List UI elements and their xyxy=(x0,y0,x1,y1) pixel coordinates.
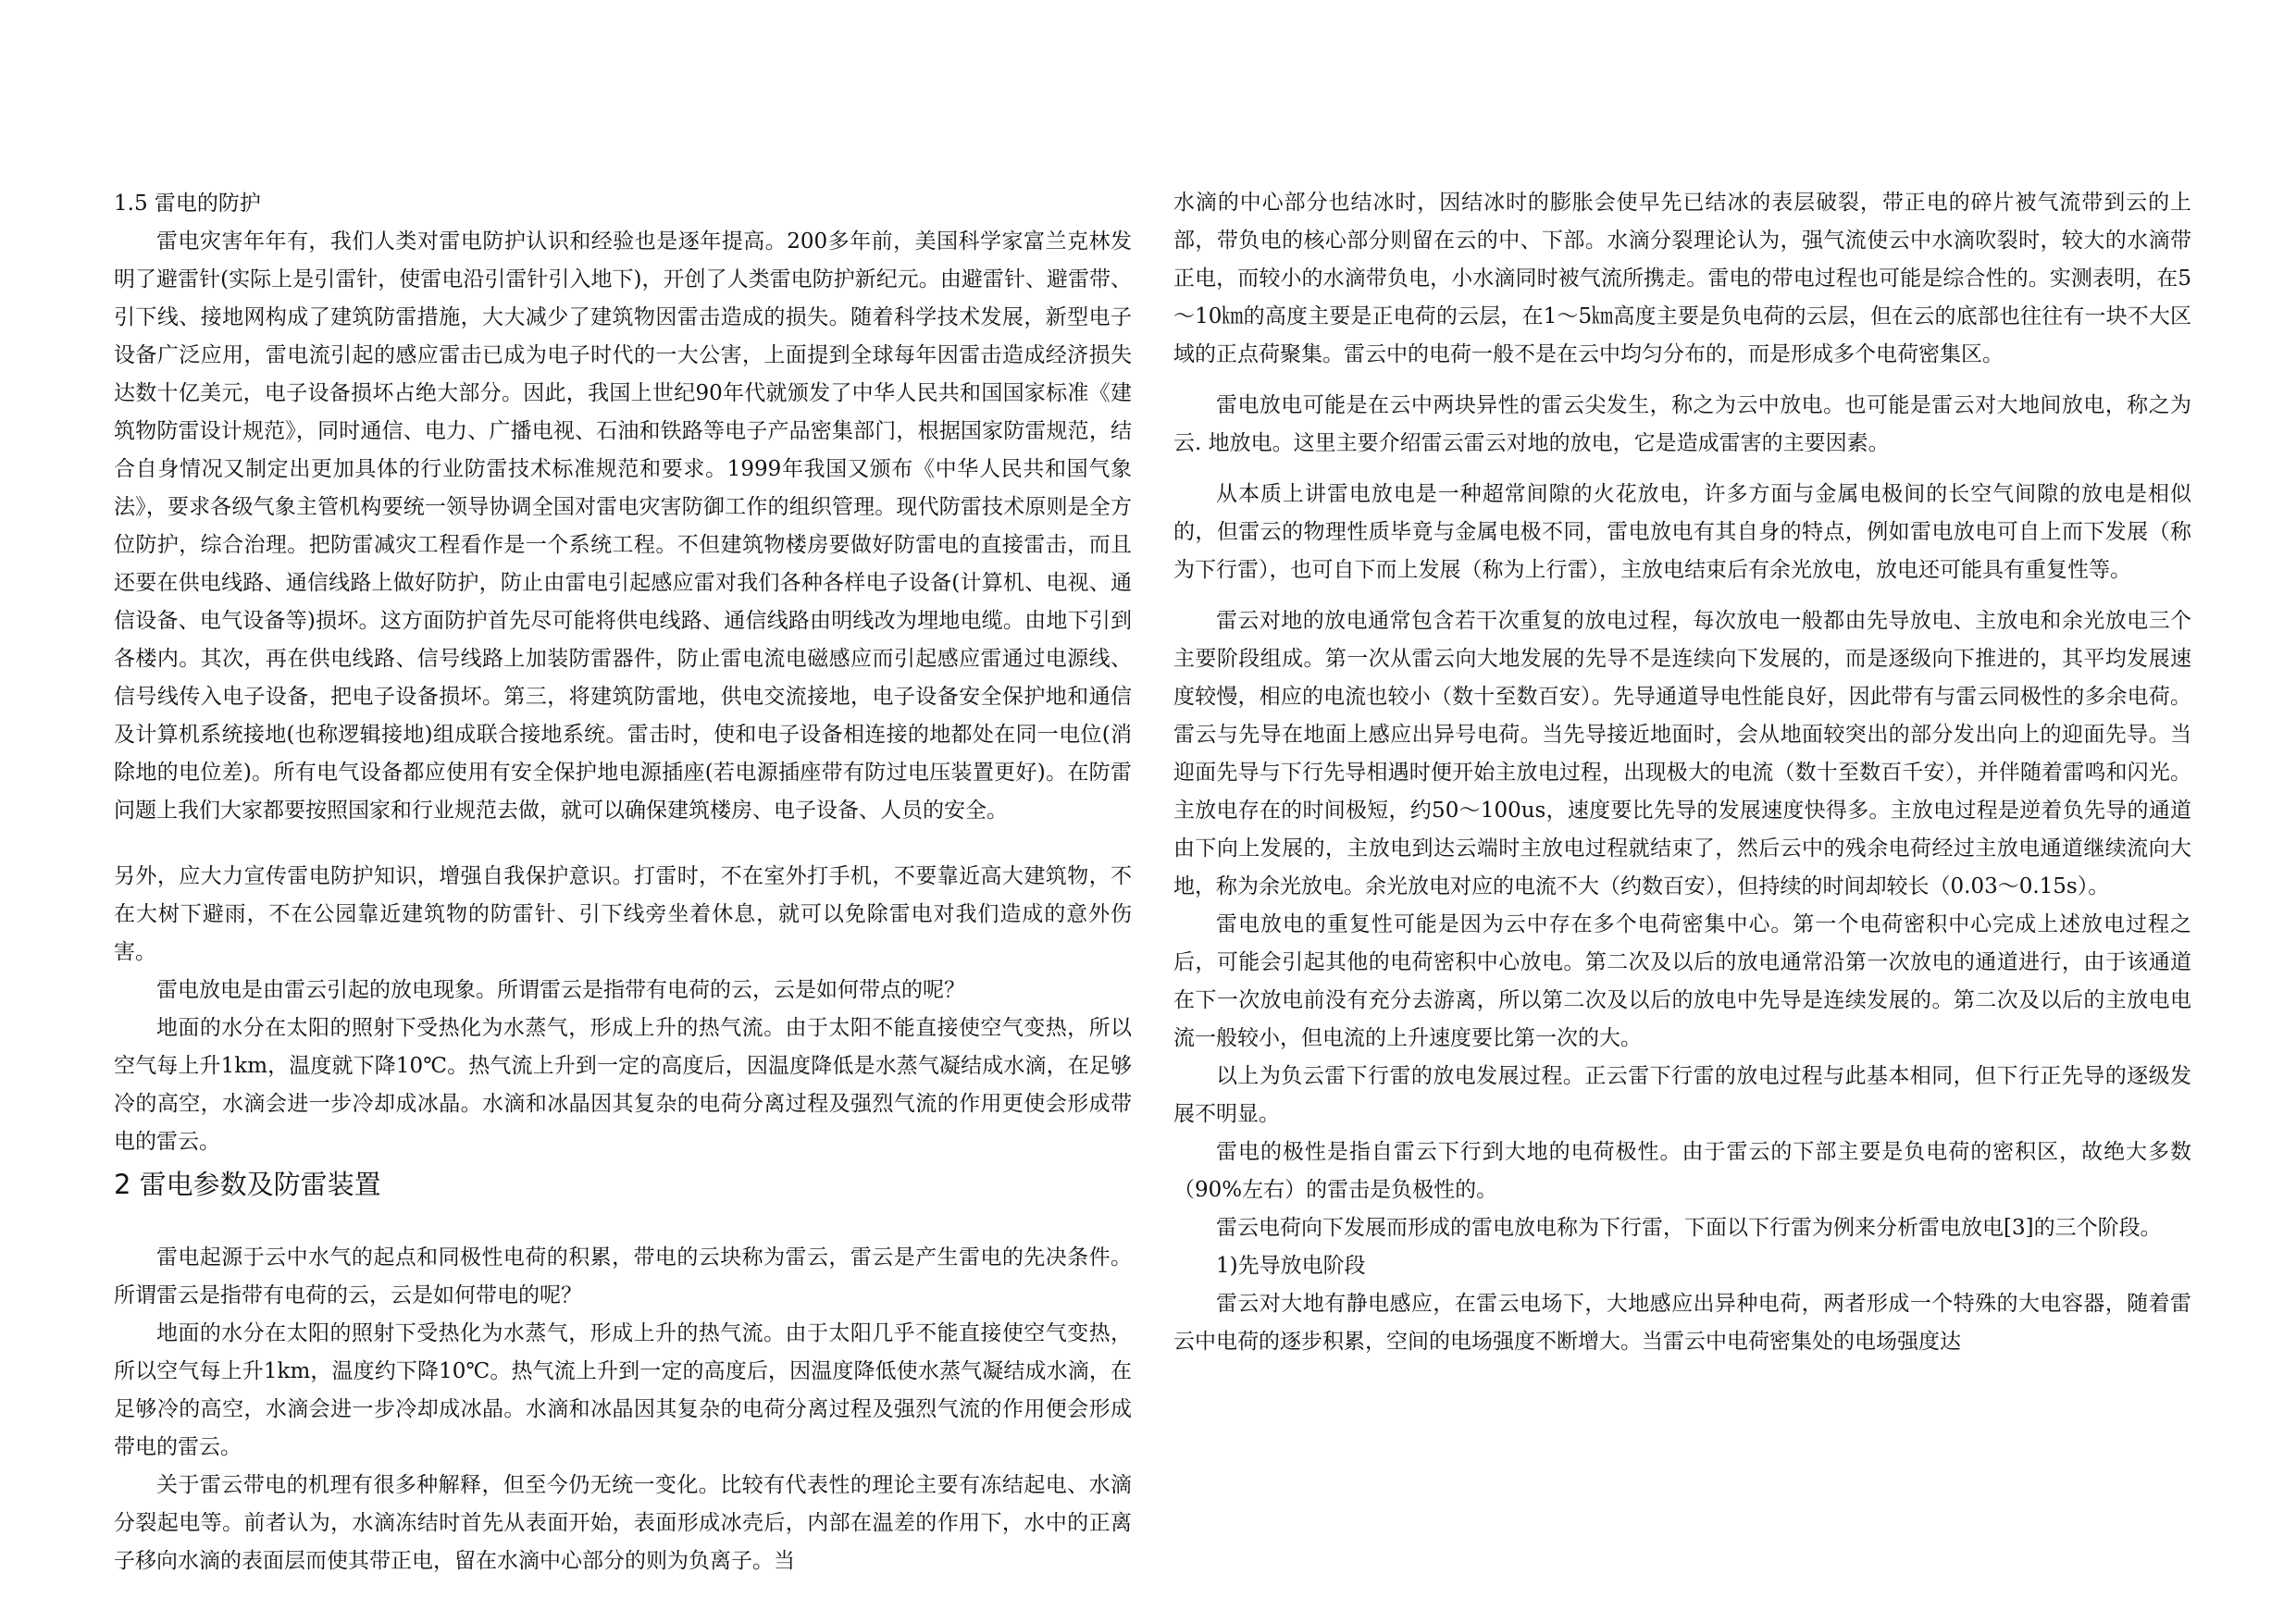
paragraph: 雷电放电可能是在云中两块异性的雷云尖发生，称之为云中放电。也可能是雷云对大地间放电，称之为云. 地放电。这里主要介绍雷云雷云对地的放电，它是造成雷害的主要因素。 xyxy=(1173,393,2191,455)
section-title: 1.5 雷电的防护 xyxy=(114,192,261,216)
paragraph: 从本质上讲雷电放电是一种超常间隙的火花放电，许多方面与金属电极间的长空气间隙的放电是相似的，但雷云的物理性质毕竟与金属电极不同，雷电放电有其自身的特点，例如雷电放电可自上而下发展（称为下行雷），也可自下而上发展（称为上行雷），主放电结束后有余光放电，放电还可能具有重复性等。 xyxy=(1173,482,2191,582)
section-heading: 2 雷电参数及防雷装置 xyxy=(114,1169,381,1200)
paragraph: 地面的水分在太阳的照射下受热化为水蒸气，形成上升的热气流。由于太阳几乎不能直接使空气变热，所以空气每上升1km，温度约下降10℃。热气流上升到一定的高度后，因温度降低使水蒸气凝结成水滴，在足够冷的高空，水滴会进一步冷却成冰晶。水滴和冰晶因其复杂的电荷分离过程及强烈气流的作用便会形成带电的雷云。 xyxy=(114,1321,1132,1459)
paragraph: 雷电放电是由雷云引起的放电现象。所谓雷云是指带有电荷的云，云是如何带点的呢？ xyxy=(156,978,965,1002)
paragraph: 关于雷云带电的机理有很多种解释，但至今仍无统一变化。比较有代表性的理论主要有冻结起电、水滴分裂起电等。前者认为，水滴冻结时首先从表面开始，表面形成冰壳后，内部在温差的作用下，水中的正离子移向水滴的表面层而使其带正电，留在水滴中心部分的则为负离子。当 xyxy=(114,1473,1132,1573)
paragraph: 水滴的中心部分也结冰时，因结冰时的膨胀会使早先已结冰的表层破裂，带正电的碎片被气流带到云的上部，带负电的核心部分则留在云的中、下部。水滴分裂理论认为，强气流使云中水滴吹裂时，较大的水滴带正电，而较小的水滴带负电，小水滴同时被气流所携走。雷电的带电过程也可能是综合性的。实测表明，在5～10㎞的高度主要是正电荷的云层，在1～5㎞高度主要是负电荷的云层，但在云的底部也往往有一块不大区域的正点荷聚集。雷云中的电荷一般不是在云中均匀分布的，而是形成多个电荷密集区。 xyxy=(1173,191,2191,366)
paragraph: 雷云对大地有静电感应，在雷云电场下，大地感应出异种电荷，两者形成一个特殊的大电容器，随着雷云中电荷的逐步积累，空间的电场强度不断增大。当雷云中电荷密集处的电场强度达 xyxy=(1173,1292,2191,1354)
paragraph: 地面的水分在太阳的照射下受热化为水蒸气，形成上升的热气流。由于太阳不能直接使空气变热，所以空气每上升1km，温度就下降10℃。热气流上升到一定的高度后，因温度降低是水蒸气凝结成水滴，在足够冷的高空，水滴会进一步冷却成冰晶。水滴和冰晶因其复杂的电荷分离过程及强烈气流的作用更使会形成带电的雷云。 xyxy=(114,1016,1132,1154)
paragraph: 雷电起源于云中水气的起点和同极性电荷的积累，带电的云块称为雷云，雷云是产生雷电的先决条件。所谓雷云是指带有电荷的云，云是如何带电的呢？ xyxy=(114,1245,1132,1307)
paragraph: 雷电放电的重复性可能是因为云中存在多个电荷密集中心。第一个电荷密积中心完成上述放电过程之后，可能会引起其他的电荷密积中心放电。第二次及以后的放电通常沿第一次放电的通道进行，由于该通道在下一次放电前没有充分去游离，所以第二次及以后的放电中先导是连续发展的。第二次及以后的主放电电流一般较小，但电流的上升速度要比第一次的大。 xyxy=(1173,912,2191,1050)
paragraph: 雷云电荷向下发展而形成的雷电放电称为下行雷，下面以下行雷为例来分析雷电放电[3]的三个阶段。 xyxy=(1216,1216,2162,1240)
subsection-title: 1)先导放电阶段 xyxy=(1216,1254,1366,1278)
right-column xyxy=(1173,184,2191,1361)
paragraph: 雷云对地的放电通常包含若干次重复的放电过程，每次放电一般都由先导放电、主放电和余光放电三个主要阶段组成。第一次从雷云向大地发展的先导不是连续向下发展的，而是逐级向下推进的，其平均发展速度较慢，相应的电流也较小（数十至数百安）。先导通道导电性能良好，因此带有与雷云同极性的多余电荷。雷云与先导在地面上感应出异号电荷。当先导接近地面时，会从地面较突出的部分发出向上的迎面先导。当迎面先导与下行先导相遇时便开始主放电过程，出现极大的电流（数十至数百千安），并伴随着雷鸣和闪光。主放电存在的时间极短，约50～100us，速度要比先导的发展速度快得多。主放电过程是逆着负先导的通道由下向上发展的，主放电到达云端时主放电过程就结束了，然后云中的残余电荷经过主放电通道继续流向大地，称为余光放电。余光放电对应的电流不大（约数百安），但持续的时间却较长（0.03～0.15s）。 xyxy=(1173,609,2191,898)
left-column xyxy=(114,185,1132,1580)
paragraph: 以上为负云雷下行雷的放电发展过程。正云雷下行雷的放电过程与此基本相同，但下行正先导的逐级发展不明显。 xyxy=(1173,1064,2191,1126)
paragraph: 另外，应大力宣传雷电防护知识，增强自我保护意识。打雷时，不在室外打手机，不要靠近高大建筑物，不在大树下避雨，不在公园靠近建筑物的防雷针、引下线旁坐着休息，就可以免除雷电对我们造成的意外伤害。 xyxy=(114,864,1132,964)
paragraph: 雷电灾害年年有，我们人类对雷电防护认识和经验也是逐年提高。200多年前，美国科学家富兰克林发明了避雷针(实际上是引雷针，使雷电沿引雷针引入地下)，开创了人类雷电防护新纪元。由避雷针、避雷带、引下线、接地网构成了建筑防雷措施，大大减少了建筑物因雷击造成的损失。随着科学技术发展，新型电子设备广泛应用，雷电流引起的感应雷击已成为电子时代的一大公害，上面提到全球每年因雷击造成经济损失达数十亿美元，电子设备损坏占绝大部分。因此，我国上世纪90年代就颁发了中华人民共和国国家标准《建筑物防雷设计规范》，同时通信、电力、广播电视、石油和铁路等电子产品密集部门，根据国家防雷规范，结合自身情况又制定出更加具体的行业防雷技术标准规范和要求。1999年我国又颁布《中华人民共和国气象法》，要求各级气象主管机构要统一领导协调全国对雷电灾害防御工作的组织管理。现代防雷技术原则是全方位防护，综合治理。把防雷减灾工程看作是一个系统工程。不但建筑物楼房要做好防雷电的直接雷击，而且还要在供电线路、通信线路上做好防护，防止由雷电引起感应雷对我们各种各样电子设备(计算机、电视、通信设备、电气设备等)损坏。这方面防护首先尽可能将供电线路、通信线路由明线改为埋地电缆。由地下引到各楼内。其次，再在供电线路、信号线路上加装防雷器件，防止雷电流电磁感应而引起感应雷通过电源线、信号线传入电子设备，把电子设备损坏。第三，将建筑防雷地，供电交流接地，电子设备安全保护地和通信及计算机系统接地(也称逻辑接地)组成联合接地系统。雷击时，使和电子设备相连接的地都处在同一电位(消除地的电位差)。所有电气设备都应使用有安全保护地电源插座(若电源插座带有防过电压装置更好)。在防雷问题上我们大家都要按照国家和行业规范去做，就可以确保建筑楼房、电子设备、人员的安全。 xyxy=(114,229,1132,823)
paragraph: 雷电的极性是指自雷云下行到大地的电荷极性。由于雷云的下部主要是负电荷的密积区，故绝大多数（90%左右）的雷击是负极性的。 xyxy=(1173,1140,2191,1202)
